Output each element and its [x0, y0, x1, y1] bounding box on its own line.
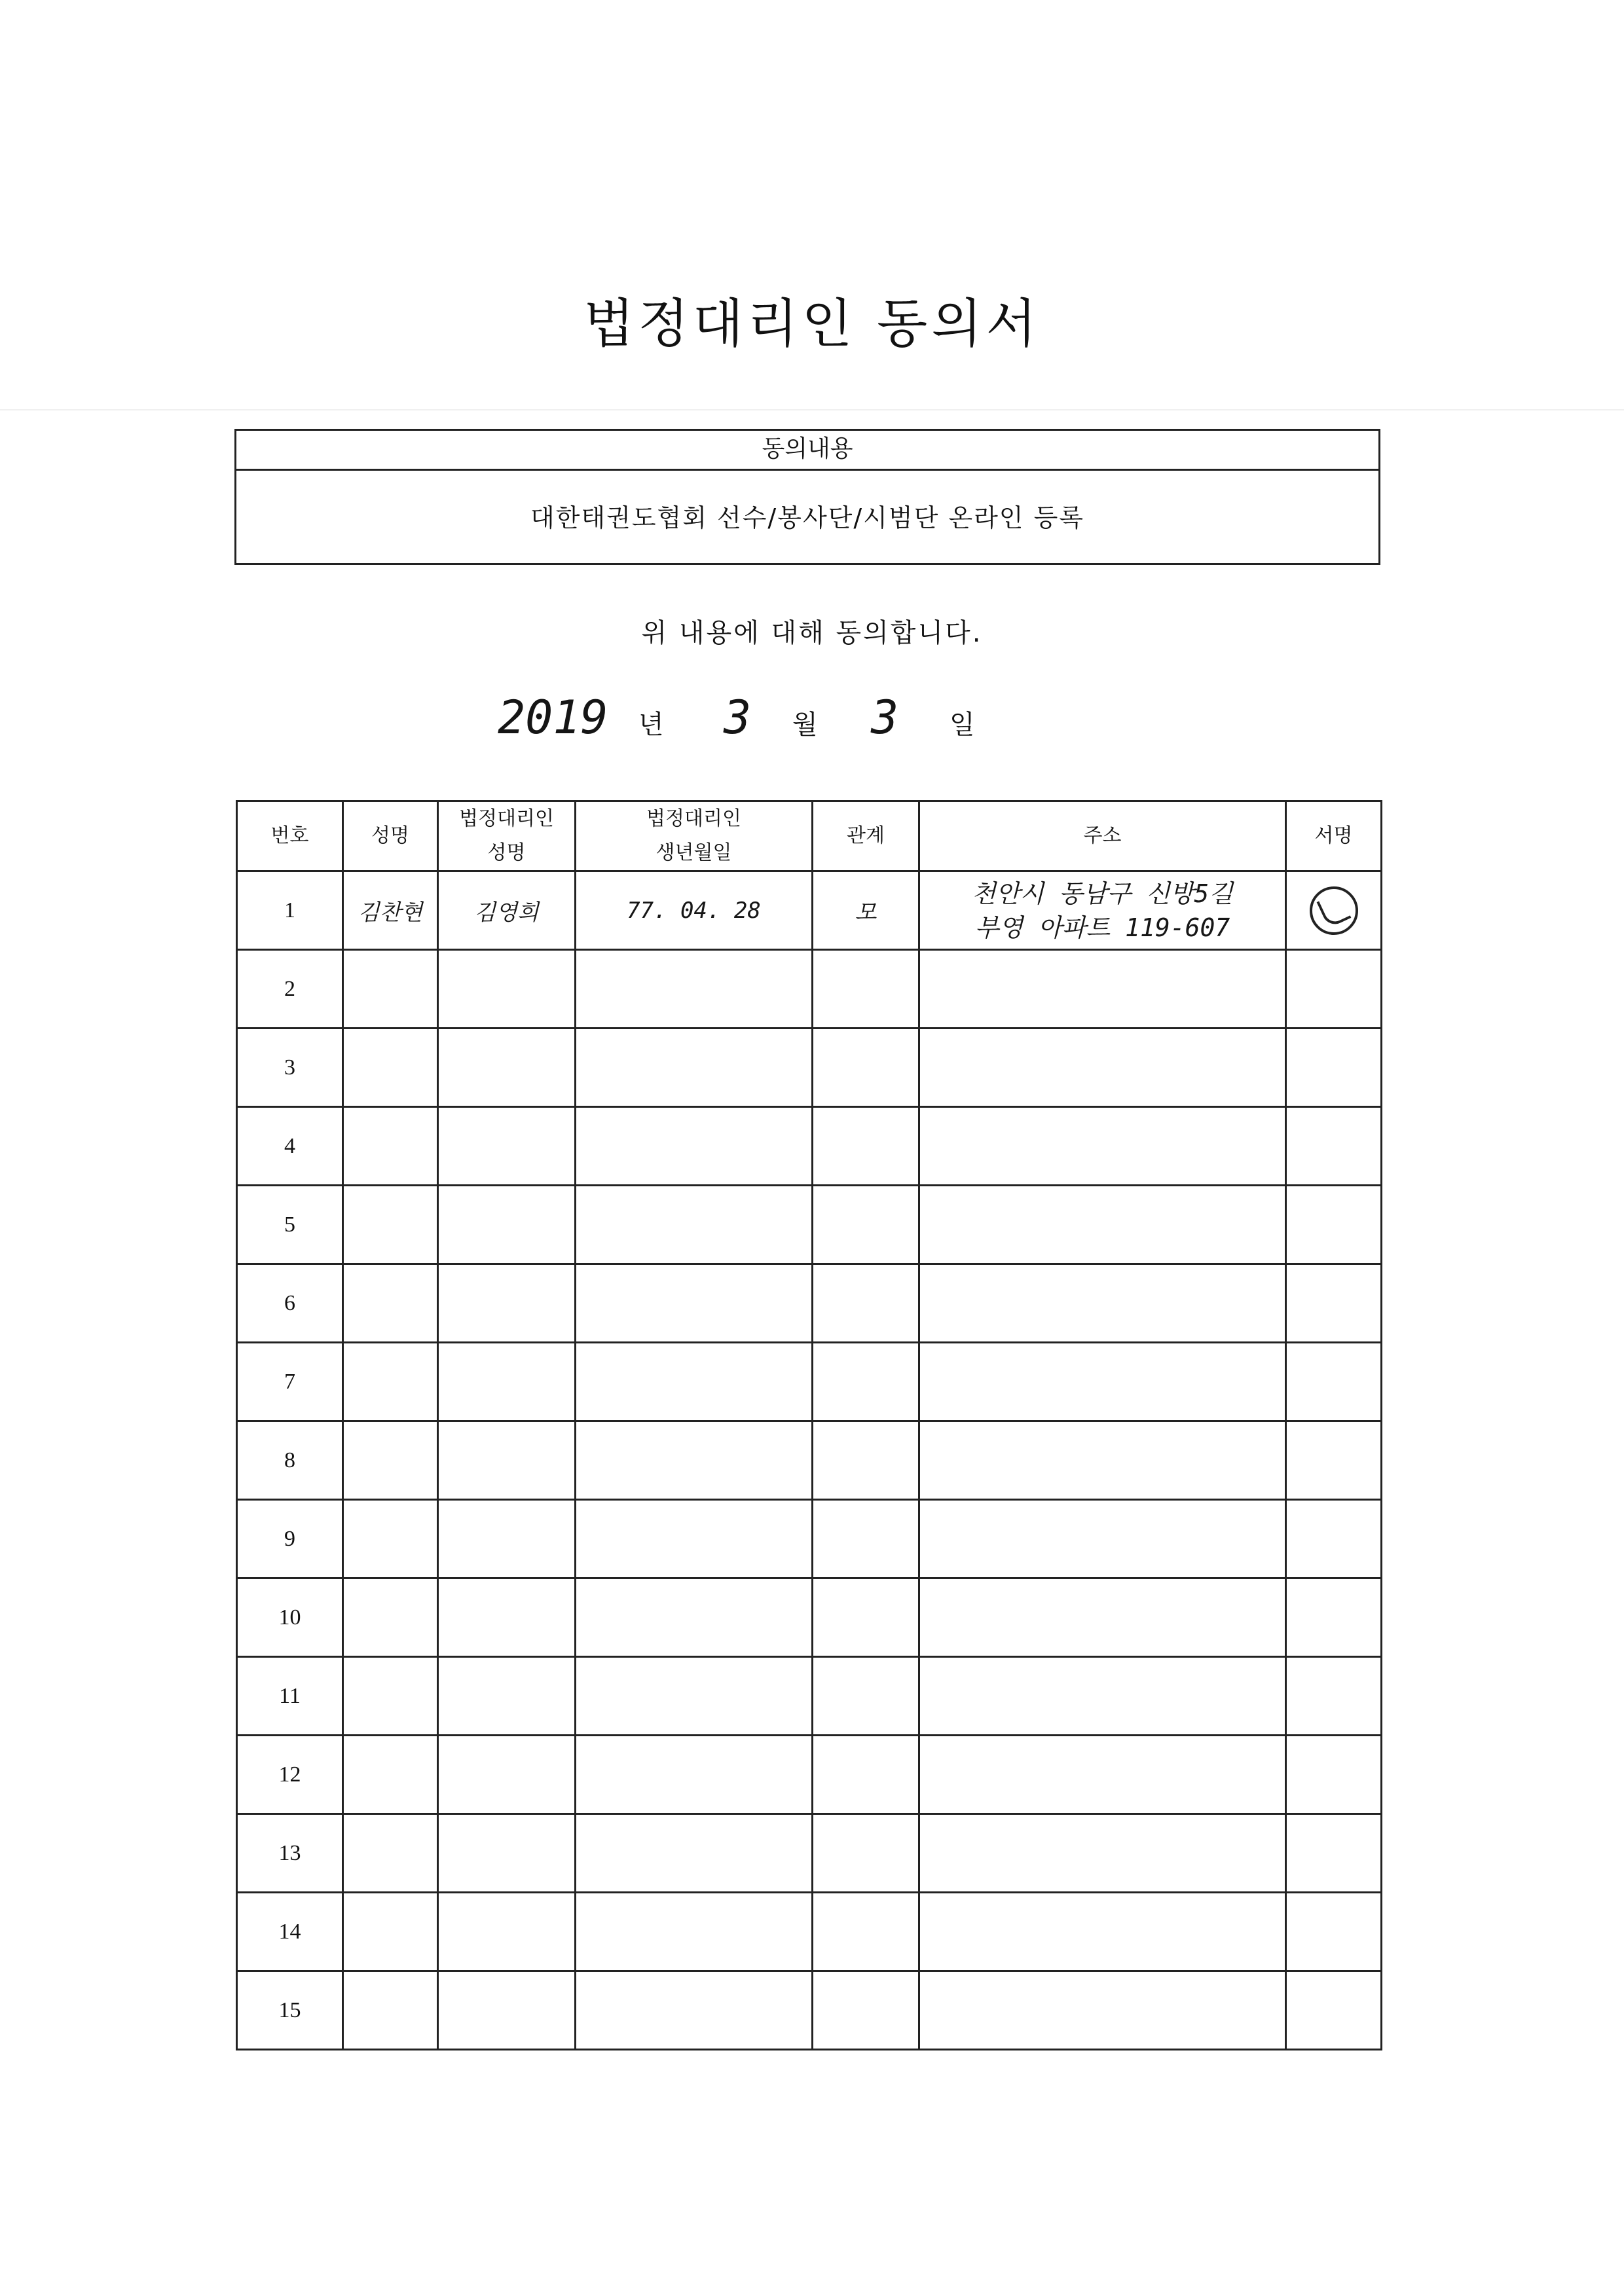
- address: [919, 1736, 1286, 1814]
- student-name: [343, 1343, 438, 1421]
- table-row: [237, 1186, 1382, 1264]
- consent-box: [234, 429, 1380, 565]
- guardian-name: [438, 1971, 576, 2050]
- address: [919, 1264, 1286, 1343]
- guardian-name: [438, 1657, 576, 1736]
- table-row: [237, 1971, 1382, 2050]
- guardian-birthdate: [576, 1971, 813, 2050]
- table-row: [237, 1421, 1382, 1500]
- guardian-name: [438, 1578, 576, 1657]
- header-name: 성명: [343, 801, 438, 871]
- student-name: [343, 1029, 438, 1107]
- date-day-handwritten: 3: [871, 691, 899, 744]
- scan-artifact-line: [0, 409, 1624, 410]
- header-signature: 서명: [1286, 801, 1382, 871]
- date-month-handwritten: 3: [724, 691, 752, 744]
- address: [919, 1578, 1286, 1657]
- signature-cell: [1286, 1029, 1382, 1107]
- guardian-birthdate: [576, 950, 813, 1029]
- consent-content: 대한태권도협회 선수/봉사단/시범단 온라인 등록: [530, 503, 1084, 532]
- date-day-unit: 일: [950, 710, 975, 740]
- student-name: 김찬현: [343, 871, 438, 950]
- date-month-unit: 월: [792, 710, 818, 740]
- row-number: 9: [237, 1500, 343, 1578]
- signature-cell: [1286, 1186, 1382, 1264]
- guardian-name: [438, 1186, 576, 1264]
- address-line2: 부영 아파트 119-607: [974, 913, 1230, 942]
- table-header-row: [237, 801, 1382, 871]
- guardian-name: [438, 1264, 576, 1343]
- row-number: 6: [237, 1264, 343, 1343]
- row-number: 5: [237, 1186, 343, 1264]
- address: [919, 1029, 1286, 1107]
- guardian-birthdate: [576, 1343, 813, 1421]
- signature-cell: [1286, 1500, 1382, 1578]
- row-number: 11: [237, 1657, 343, 1736]
- guardian-name: [438, 1736, 576, 1814]
- student-name: [343, 1264, 438, 1343]
- signature-cell: [1286, 1578, 1382, 1657]
- guardian-birthdate: [576, 1264, 813, 1343]
- relation: [813, 1657, 919, 1736]
- header-guardian-name-line1: 법정대리인: [459, 807, 554, 830]
- consent-header: 동의내용: [236, 431, 1378, 471]
- header-guardian-birth-line2: 생년월일: [655, 841, 732, 864]
- header-guardian-name-line2: 성명: [487, 841, 526, 864]
- row-number: 3: [237, 1029, 343, 1107]
- address: [919, 1343, 1286, 1421]
- header-guardian-birth: [576, 801, 813, 871]
- student-name: [343, 1578, 438, 1657]
- row-number: 4: [237, 1107, 343, 1186]
- guardian-name: [438, 1343, 576, 1421]
- row-number: 2: [237, 950, 343, 1029]
- page-title: 법정대리인 동의서: [583, 293, 1041, 354]
- student-name: [343, 1500, 438, 1578]
- guardian-birthdate: [576, 1421, 813, 1500]
- guardian-birthdate: [576, 1657, 813, 1736]
- date-year-handwritten: 2019: [498, 691, 608, 744]
- guardian-birthdate: 77. 04. 28: [576, 871, 813, 950]
- table-row: [237, 1893, 1382, 1971]
- table-row: [237, 1814, 1382, 1893]
- signature-cell: [1286, 1971, 1382, 2050]
- signature-cell: [1286, 1814, 1382, 1893]
- signature-cell: [1286, 871, 1382, 950]
- table-row: [237, 1657, 1382, 1736]
- address: [919, 950, 1286, 1029]
- table-row: [237, 950, 1382, 1029]
- relation: 모: [813, 871, 919, 950]
- student-name: [343, 1893, 438, 1971]
- address-line1: 천안시 동남구 신방5길: [971, 879, 1233, 908]
- address: [919, 1421, 1286, 1500]
- date-year-unit: 년: [638, 710, 664, 740]
- agree-statement: 위 내용에 대해 동의합니다.: [641, 618, 983, 648]
- row-number: 12: [237, 1736, 343, 1814]
- signature-cell: [1286, 1893, 1382, 1971]
- address: [919, 871, 1286, 950]
- address: [919, 1893, 1286, 1971]
- guardian-name: [438, 1893, 576, 1971]
- address: [919, 1107, 1286, 1186]
- guardian-name: [438, 1814, 576, 1893]
- student-name: [343, 1107, 438, 1186]
- student-name: [343, 1736, 438, 1814]
- table-row: [237, 1029, 1382, 1107]
- address: [919, 1814, 1286, 1893]
- relation: [813, 1107, 919, 1186]
- guardian-name: 김영희: [438, 871, 576, 950]
- student-name: [343, 1814, 438, 1893]
- header-guardian-name: [438, 801, 576, 871]
- header-guardian-birth-line1: 법정대리인: [646, 807, 741, 830]
- row-number: 8: [237, 1421, 343, 1500]
- signature-cell: [1286, 1343, 1382, 1421]
- guardian-name: [438, 1107, 576, 1186]
- student-name: [343, 1657, 438, 1736]
- table-row: [237, 1578, 1382, 1657]
- relation: [813, 1186, 919, 1264]
- table-row: [237, 1264, 1382, 1343]
- address: [919, 1971, 1286, 2050]
- relation: [813, 1343, 919, 1421]
- relation: [813, 1971, 919, 2050]
- student-name: [343, 1186, 438, 1264]
- relation: [813, 1736, 919, 1814]
- signature-cell: [1286, 1736, 1382, 1814]
- guardian-name: [438, 950, 576, 1029]
- student-name: [343, 1971, 438, 2050]
- signature-cell: [1286, 950, 1382, 1029]
- guardian-birthdate: [576, 1500, 813, 1578]
- address: [919, 1500, 1286, 1578]
- table-row: [237, 1343, 1382, 1421]
- relation: [813, 1893, 919, 1971]
- guardian-birthdate: [576, 1814, 813, 1893]
- table-row: [237, 1107, 1382, 1186]
- relation: [813, 1421, 919, 1500]
- guardian-birthdate: [576, 1029, 813, 1107]
- row-number: 10: [237, 1578, 343, 1657]
- guardian-table: [236, 800, 1382, 2050]
- student-name: [343, 1421, 438, 1500]
- guardian-birthdate: [576, 1736, 813, 1814]
- relation: [813, 1500, 919, 1578]
- guardian-birthdate: [576, 1578, 813, 1657]
- row-number: 13: [237, 1814, 343, 1893]
- address: [919, 1657, 1286, 1736]
- signature-cell: [1286, 1657, 1382, 1736]
- signature-cell: [1286, 1107, 1382, 1186]
- guardian-birthdate: [576, 1186, 813, 1264]
- guardian-name: [438, 1421, 576, 1500]
- relation: [813, 950, 919, 1029]
- row-number: 7: [237, 1343, 343, 1421]
- row-number: 1: [237, 871, 343, 950]
- relation: [813, 1814, 919, 1893]
- relation: [813, 1578, 919, 1657]
- table-row: [237, 1500, 1382, 1578]
- header-no: 번호: [237, 801, 343, 871]
- relation: [813, 1264, 919, 1343]
- guardian-birthdate: [576, 1893, 813, 1971]
- handwritten-signature: [1310, 886, 1358, 935]
- row-number: 14: [237, 1893, 343, 1971]
- row-number: 15: [237, 1971, 343, 2050]
- student-name: [343, 950, 438, 1029]
- guardian-name: [438, 1029, 576, 1107]
- signature-cell: [1286, 1421, 1382, 1500]
- signature-cell: [1286, 1264, 1382, 1343]
- table-row: [237, 1736, 1382, 1814]
- guardian-birthdate: [576, 1107, 813, 1186]
- address: [919, 1186, 1286, 1264]
- table-row: [237, 871, 1382, 950]
- header-relation: 관계: [813, 801, 919, 871]
- relation: [813, 1029, 919, 1107]
- guardian-name: [438, 1500, 576, 1578]
- header-address: 주소: [919, 801, 1286, 871]
